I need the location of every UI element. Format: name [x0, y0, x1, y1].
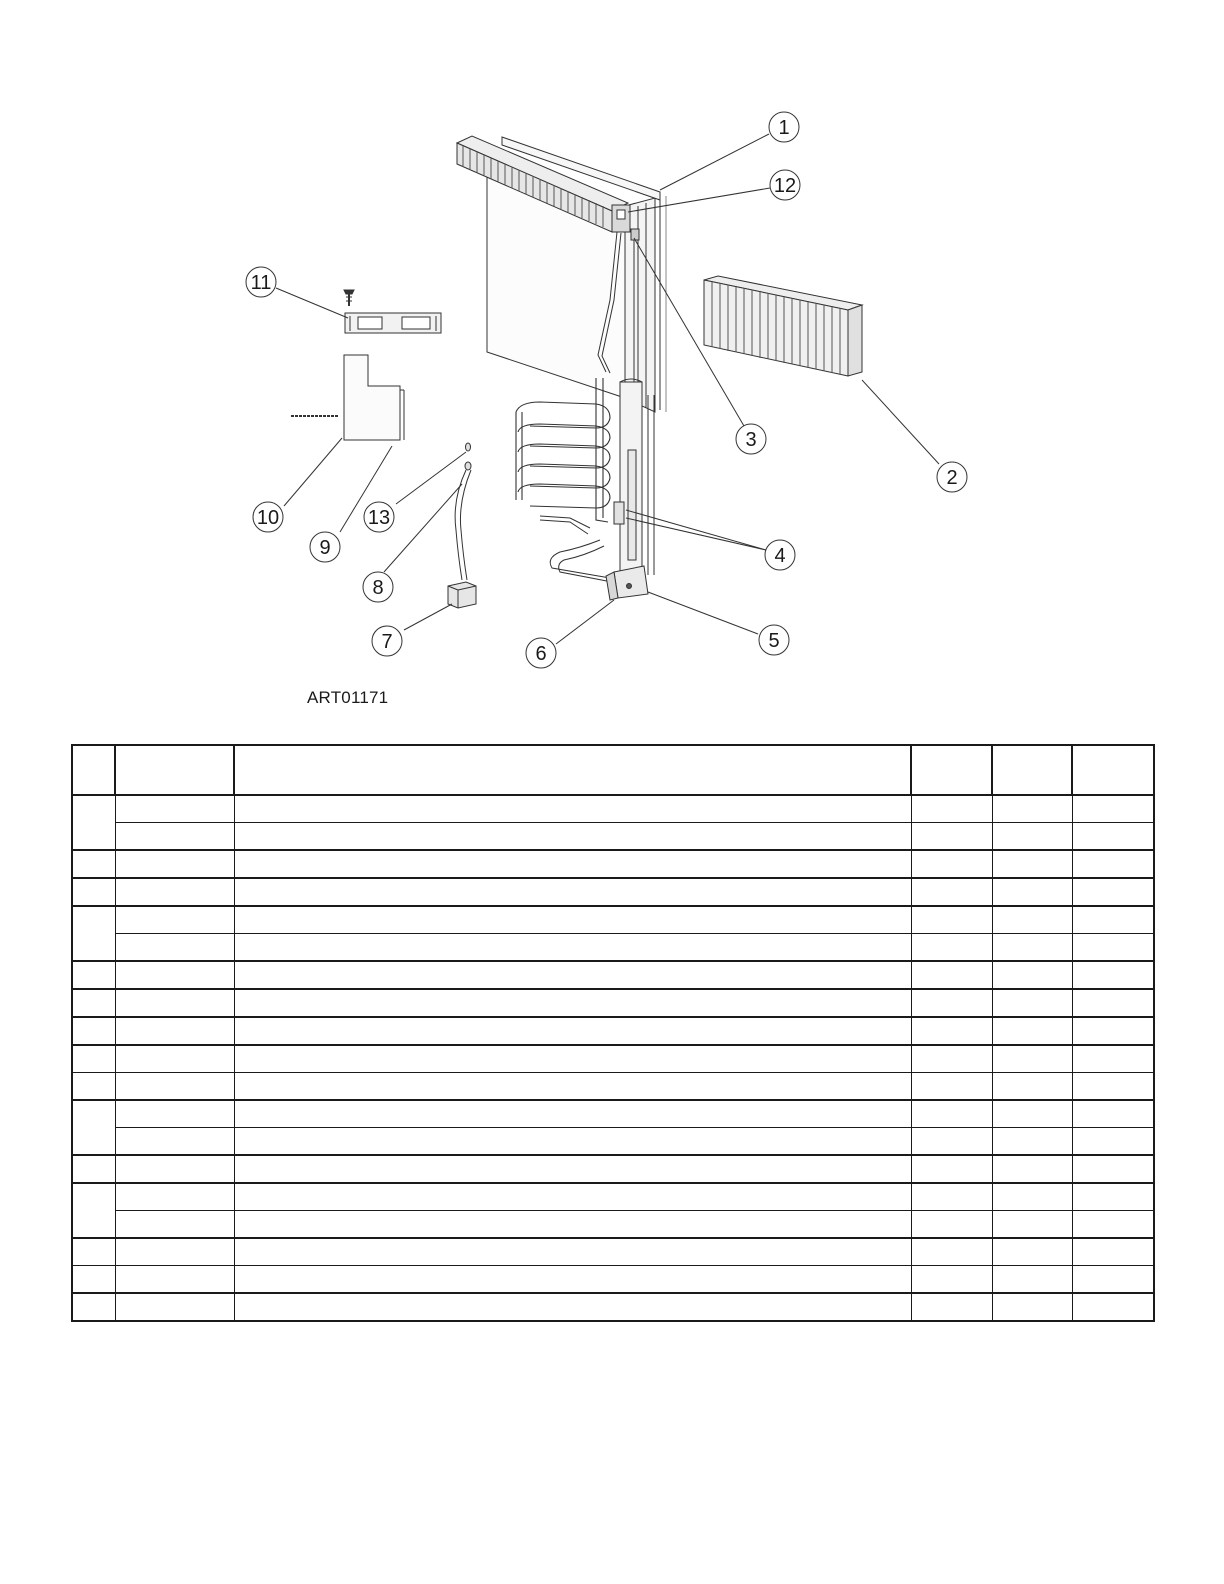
table-row [72, 795, 1154, 823]
callout-4: 4 [774, 545, 786, 567]
table-row [72, 1183, 1154, 1211]
cell [1072, 795, 1154, 823]
cell [1072, 961, 1154, 989]
cell [911, 961, 992, 989]
table-row [72, 878, 1154, 906]
item-cell [72, 795, 115, 850]
description-cell [234, 961, 911, 989]
parts-table [71, 744, 1155, 1322]
item-cell [72, 1238, 115, 1266]
cell [911, 1017, 992, 1045]
cell [1072, 1073, 1154, 1101]
callout-10: 10 [256, 507, 280, 529]
cap-part [448, 582, 476, 608]
cell [992, 961, 1072, 989]
cell [911, 1155, 992, 1183]
part-number-cell [115, 795, 234, 823]
description-cell [234, 989, 911, 1017]
table-row [72, 1100, 1154, 1128]
cell [911, 1238, 992, 1266]
cell [911, 850, 992, 878]
table-row [72, 1155, 1154, 1183]
cell [911, 823, 992, 851]
cell [992, 934, 1072, 962]
table-row [72, 934, 1154, 962]
cell [911, 906, 992, 934]
description-cell [234, 1293, 911, 1321]
cell [1072, 906, 1154, 934]
cell [1072, 823, 1154, 851]
table-row [72, 1211, 1154, 1239]
cell [911, 989, 992, 1017]
cell [992, 1073, 1072, 1101]
description-cell [234, 878, 911, 906]
header-part-number [115, 745, 234, 795]
item-cell [72, 850, 115, 878]
callout-8: 8 [372, 577, 384, 599]
cell [1072, 989, 1154, 1017]
part-number-cell [115, 1211, 234, 1239]
cell [911, 1183, 992, 1211]
table-row [72, 823, 1154, 851]
evaporator-coil [516, 378, 610, 522]
burner-box [606, 566, 648, 600]
callout-2: 2 [946, 467, 958, 489]
callout-7: 7 [381, 631, 393, 653]
small-fitting [466, 443, 471, 451]
part-number-cell [115, 1155, 234, 1183]
part-number-cell [115, 1073, 234, 1101]
table-row [72, 1128, 1154, 1156]
item-cell [72, 1293, 115, 1321]
item-cell [72, 961, 115, 989]
cell [992, 1155, 1072, 1183]
header-col-5 [992, 745, 1072, 795]
side-fin-bank [704, 276, 862, 376]
cell [992, 850, 1072, 878]
cell [911, 1045, 992, 1073]
description-cell [234, 934, 911, 962]
part-number-cell [115, 850, 234, 878]
description-cell [234, 1266, 911, 1294]
header-item [72, 745, 115, 795]
description-cell [234, 1155, 911, 1183]
cell [1072, 1128, 1154, 1156]
cell [1072, 878, 1154, 906]
cell [911, 878, 992, 906]
cell [992, 878, 1072, 906]
description-cell [234, 1128, 911, 1156]
table-row [72, 1017, 1154, 1045]
part-number-cell [115, 1293, 234, 1321]
table-row [72, 1238, 1154, 1266]
art-code-label: ART01171 [307, 688, 389, 707]
description-cell [234, 1183, 911, 1211]
callout-12: 12 [773, 175, 797, 197]
callout-3: 3 [745, 429, 757, 451]
lower-u-tube [550, 540, 612, 582]
cell [1072, 1045, 1154, 1073]
bracket-with-screw [344, 290, 441, 333]
description-cell [234, 1238, 911, 1266]
part-number-cell [115, 878, 234, 906]
item-cell [72, 1073, 115, 1101]
part-number-cell [115, 989, 234, 1017]
cell [911, 934, 992, 962]
mounting-plate [344, 355, 404, 440]
item-cell [72, 906, 115, 961]
part-number-cell [115, 906, 234, 934]
cell [992, 1238, 1072, 1266]
cell [911, 1073, 992, 1101]
description-cell [234, 1017, 911, 1045]
part-number-cell [115, 1045, 234, 1073]
item-cell [72, 1045, 115, 1073]
part-number-cell [115, 1100, 234, 1128]
part-number-cell [115, 1183, 234, 1211]
item-cell [72, 878, 115, 906]
table-row [72, 1045, 1154, 1073]
cell [992, 1128, 1072, 1156]
part-number-cell [115, 961, 234, 989]
callout-6: 6 [535, 643, 547, 665]
cell [992, 989, 1072, 1017]
cell [992, 1100, 1072, 1128]
part-number-cell [115, 1017, 234, 1045]
callout-5: 5 [768, 630, 780, 652]
table-row [72, 906, 1154, 934]
description-cell [234, 1211, 911, 1239]
table-row [72, 961, 1154, 989]
cell [1072, 1266, 1154, 1294]
callout-13: 13 [367, 507, 391, 529]
cell [1072, 1100, 1154, 1128]
table-row [72, 1293, 1154, 1321]
cell [1072, 1238, 1154, 1266]
header-col-6 [1072, 745, 1154, 795]
callout-9: 9 [319, 537, 331, 559]
callout-1: 1 [778, 117, 790, 139]
description-cell [234, 850, 911, 878]
cell [992, 1211, 1072, 1239]
part-number-cell [115, 1266, 234, 1294]
item-cell [72, 1266, 115, 1294]
table-row [72, 989, 1154, 1017]
description-cell [234, 906, 911, 934]
item-cell [72, 1183, 115, 1238]
cell [992, 906, 1072, 934]
cell [911, 1128, 992, 1156]
cell [992, 823, 1072, 851]
item-cell [72, 1017, 115, 1045]
cell [1072, 1017, 1154, 1045]
cell [992, 795, 1072, 823]
table-header-row [72, 745, 1154, 795]
cell [911, 1266, 992, 1294]
cell [1072, 1183, 1154, 1211]
cell [1072, 1155, 1154, 1183]
part-number-cell [115, 934, 234, 962]
header-description [234, 745, 911, 795]
item-cell [72, 989, 115, 1017]
cell [1072, 850, 1154, 878]
cell [992, 1017, 1072, 1045]
description-cell [234, 795, 911, 823]
part-number-cell [115, 1128, 234, 1156]
item-cell [72, 1155, 115, 1183]
callout-11: 11 [250, 272, 272, 294]
description-cell [234, 1100, 911, 1128]
cell [911, 1293, 992, 1321]
description-cell [234, 823, 911, 851]
cell [1072, 1211, 1154, 1239]
cell [911, 1100, 992, 1128]
item-cell [72, 1100, 115, 1155]
cell [911, 1211, 992, 1239]
part-number-cell [115, 823, 234, 851]
cell [992, 1045, 1072, 1073]
part-number-cell [115, 1238, 234, 1266]
table-row [72, 1073, 1154, 1101]
description-cell [234, 1045, 911, 1073]
description-cell [234, 1073, 911, 1101]
cell [992, 1266, 1072, 1294]
cell [992, 1293, 1072, 1321]
cell [911, 795, 992, 823]
cell [1072, 1293, 1154, 1321]
exploded-parts-diagram [0, 0, 1224, 720]
table-row [72, 1266, 1154, 1294]
flexible-tube [455, 462, 471, 580]
header-col-4 [911, 745, 992, 795]
cell [1072, 934, 1154, 962]
table-row [72, 850, 1154, 878]
cell [992, 1183, 1072, 1211]
